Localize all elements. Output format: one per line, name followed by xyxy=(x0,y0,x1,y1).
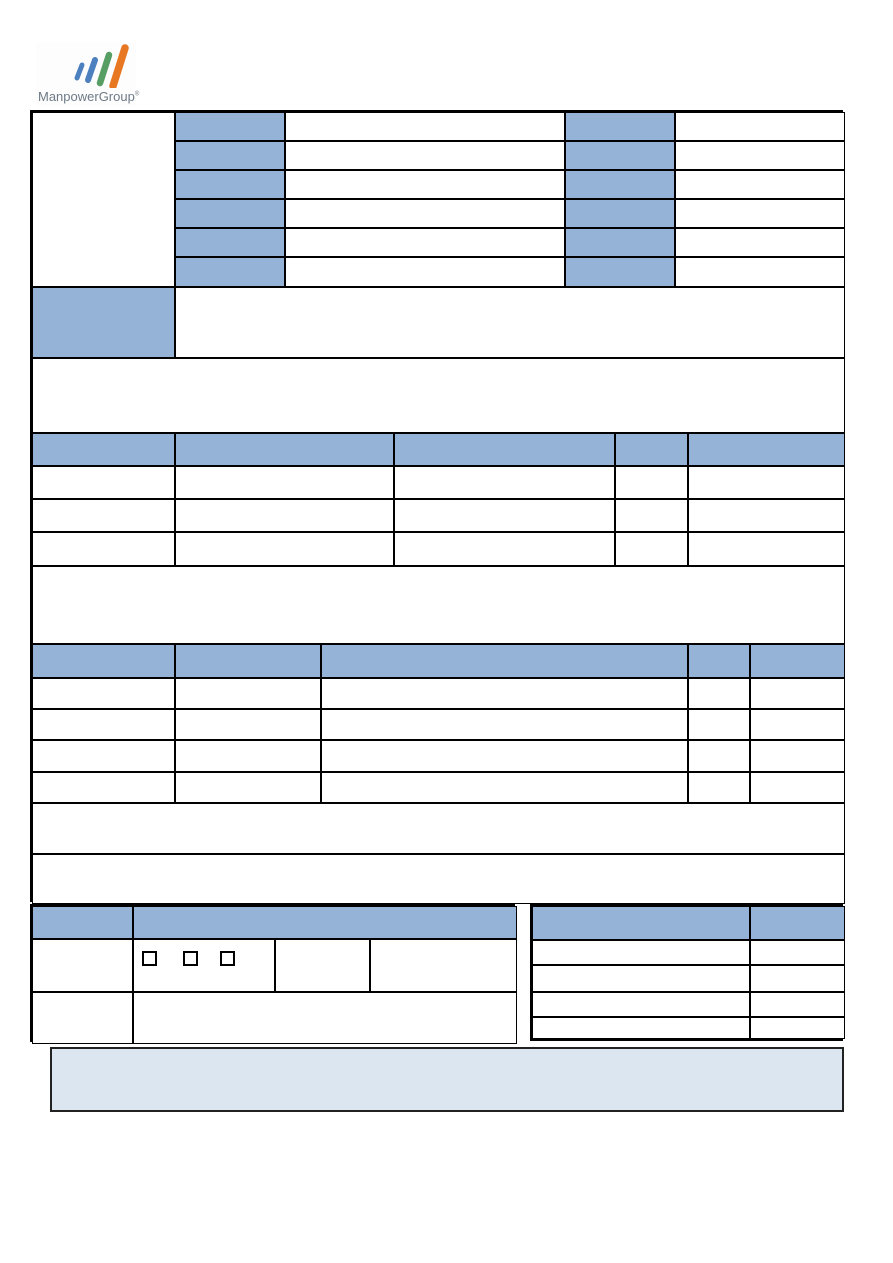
table-cell[interactable] xyxy=(532,992,750,1017)
manpowergroup-bars-icon xyxy=(36,42,136,88)
input-cell[interactable] xyxy=(675,141,845,170)
header-cell xyxy=(175,112,285,141)
free-text-cell[interactable] xyxy=(32,566,845,644)
header-cell xyxy=(565,170,675,199)
free-text-cell[interactable] xyxy=(32,803,845,854)
column-header-cell xyxy=(688,433,845,466)
table-cell[interactable] xyxy=(750,772,845,803)
input-cell[interactable] xyxy=(285,170,565,199)
input-cell[interactable] xyxy=(675,199,845,228)
input-cell[interactable] xyxy=(275,939,370,992)
free-text-cell[interactable] xyxy=(32,358,845,433)
input-cell[interactable] xyxy=(675,170,845,199)
table-cell[interactable] xyxy=(615,499,688,532)
table-cell[interactable] xyxy=(750,740,845,772)
row-label-cell xyxy=(32,939,133,992)
table-cell[interactable] xyxy=(175,678,321,709)
checkbox[interactable] xyxy=(183,951,198,966)
logo-wordmark: ManpowerGroup® xyxy=(38,89,140,104)
table-cell[interactable] xyxy=(750,940,845,965)
header-cell xyxy=(175,199,285,228)
input-cell[interactable] xyxy=(285,257,565,287)
table-cell[interactable] xyxy=(532,1017,750,1039)
manpowergroup-logo xyxy=(36,42,140,106)
checkbox-group-cell xyxy=(133,939,275,992)
table-cell[interactable] xyxy=(321,740,688,772)
input-cell[interactable] xyxy=(285,112,565,141)
top-left-merged-cell xyxy=(32,112,175,287)
input-cell[interactable] xyxy=(285,228,565,257)
header-cell xyxy=(565,199,675,228)
table-cell[interactable] xyxy=(615,466,688,499)
table-cell[interactable] xyxy=(32,466,175,499)
header-cell xyxy=(175,228,285,257)
input-cell[interactable] xyxy=(285,199,565,228)
free-text-cell[interactable] xyxy=(32,854,845,904)
header-cell xyxy=(133,906,517,939)
input-cell[interactable] xyxy=(133,992,517,1044)
table-cell[interactable] xyxy=(175,740,321,772)
header-cell xyxy=(532,906,750,940)
column-header-cell xyxy=(750,644,845,678)
table-cell[interactable] xyxy=(175,466,394,499)
input-cell[interactable] xyxy=(675,257,845,287)
table-cell[interactable] xyxy=(688,740,750,772)
table-cell[interactable] xyxy=(175,772,321,803)
column-header-cell xyxy=(32,644,175,678)
table-cell[interactable] xyxy=(750,709,845,740)
table-cell[interactable] xyxy=(175,499,394,532)
column-header-cell xyxy=(394,433,615,466)
table-cell[interactable] xyxy=(394,499,615,532)
table-cell[interactable] xyxy=(32,740,175,772)
table-cell[interactable] xyxy=(32,532,175,566)
row-label-cell xyxy=(32,992,133,1044)
input-cell[interactable] xyxy=(370,939,517,992)
table-cell[interactable] xyxy=(688,499,845,532)
table-cell[interactable] xyxy=(688,532,845,566)
header-cell xyxy=(32,906,133,939)
table-cell[interactable] xyxy=(688,678,750,709)
table-cell[interactable] xyxy=(394,466,615,499)
table-cell[interactable] xyxy=(688,709,750,740)
table-cell[interactable] xyxy=(32,678,175,709)
column-header-cell xyxy=(321,644,688,678)
input-cell[interactable] xyxy=(175,287,845,358)
table-cell[interactable] xyxy=(32,772,175,803)
table-cell[interactable] xyxy=(175,532,394,566)
notes-box[interactable] xyxy=(50,1047,844,1112)
header-cell xyxy=(175,141,285,170)
table-cell[interactable] xyxy=(321,709,688,740)
bottom-right-table xyxy=(530,904,843,1041)
column-header-cell xyxy=(32,433,175,466)
checkbox[interactable] xyxy=(220,951,235,966)
table-cell[interactable] xyxy=(688,466,845,499)
checkbox[interactable] xyxy=(142,951,157,966)
column-header-cell xyxy=(175,433,394,466)
input-cell[interactable] xyxy=(675,112,845,141)
table-cell[interactable] xyxy=(32,709,175,740)
header-cell xyxy=(175,170,285,199)
bottom-left-table xyxy=(30,904,515,1042)
table-cell[interactable] xyxy=(750,1017,845,1039)
column-header-cell xyxy=(688,644,750,678)
header-cell xyxy=(565,228,675,257)
table-cell[interactable] xyxy=(615,532,688,566)
input-cell[interactable] xyxy=(675,228,845,257)
table-cell[interactable] xyxy=(750,678,845,709)
column-header-cell xyxy=(175,644,321,678)
header-cell xyxy=(565,257,675,287)
table-cell[interactable] xyxy=(321,772,688,803)
table-cell[interactable] xyxy=(532,940,750,965)
main-form-table xyxy=(30,110,843,902)
trademark-symbol: ® xyxy=(134,91,140,98)
header-cell xyxy=(565,141,675,170)
table-cell[interactable] xyxy=(688,772,750,803)
column-header-cell xyxy=(615,433,688,466)
table-cell[interactable] xyxy=(394,532,615,566)
table-cell[interactable] xyxy=(532,965,750,992)
table-cell[interactable] xyxy=(750,965,845,992)
header-cell xyxy=(175,257,285,287)
header-cell xyxy=(750,906,845,940)
header-cell xyxy=(565,112,675,141)
header-cell xyxy=(32,287,175,358)
table-cell[interactable] xyxy=(32,499,175,532)
table-cell[interactable] xyxy=(750,992,845,1017)
table-cell[interactable] xyxy=(175,709,321,740)
input-cell[interactable] xyxy=(285,141,565,170)
table-cell[interactable] xyxy=(321,678,688,709)
